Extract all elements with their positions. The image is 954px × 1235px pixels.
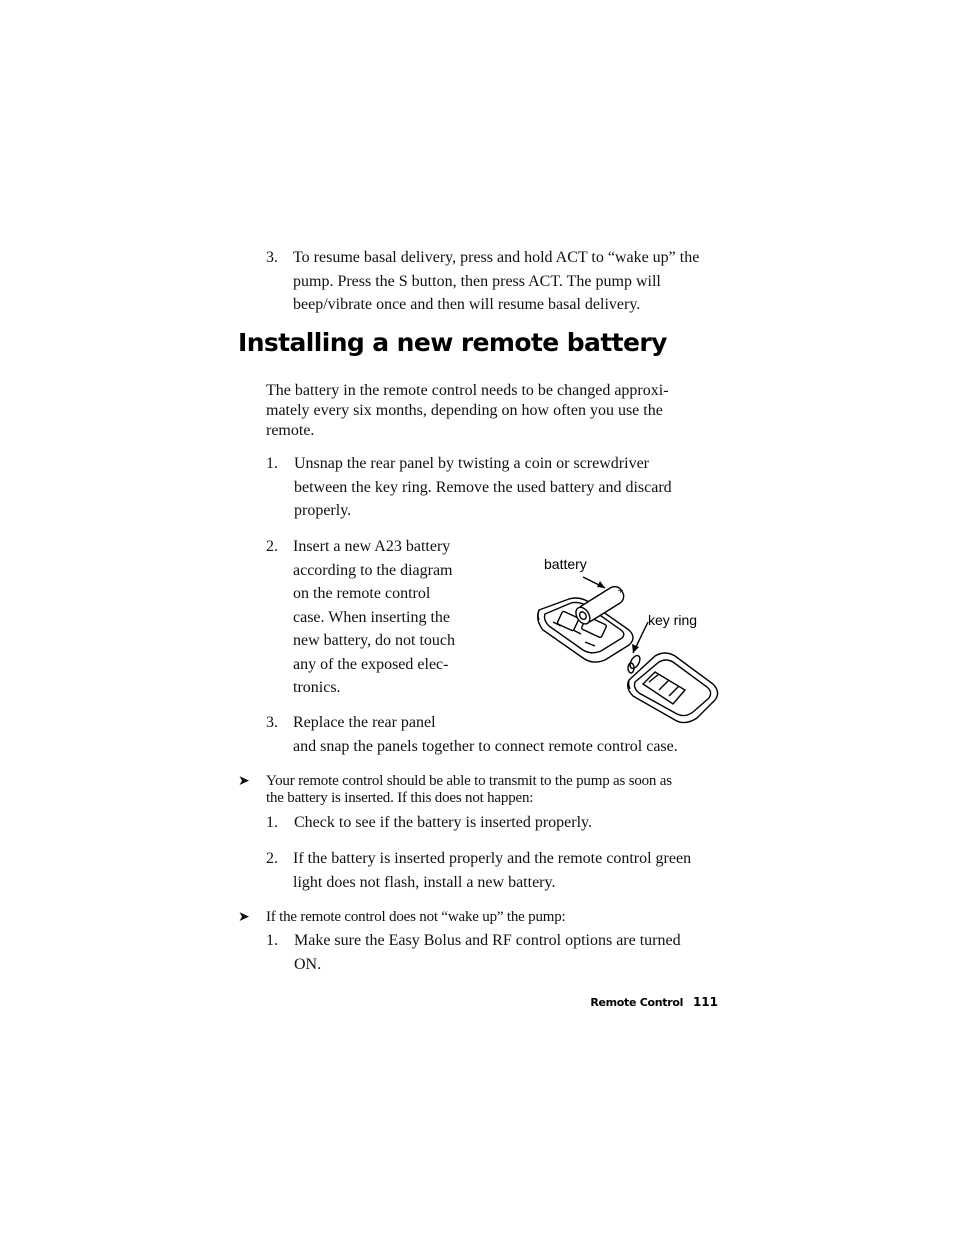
note-arrow-icon: ➤	[238, 909, 250, 925]
step-3	[266, 711, 746, 758]
note-line: Your remote control should be able to transmit to the pump as soon as	[266, 773, 672, 789]
note-line: the battery is inserted. If this does not happen:	[266, 790, 534, 806]
step-line: To resume basal delivery, press and hold ACT to “wake up” the	[293, 249, 700, 266]
section-intro	[266, 381, 746, 441]
step-number: 1.	[266, 932, 278, 949]
step-line: Replace the rear panel	[293, 714, 436, 731]
remote-battery-illustration	[525, 550, 725, 725]
step-line: light does not flash, install a new battery.	[293, 873, 556, 891]
svg-text:+: +	[617, 586, 624, 595]
note-1-step-1	[266, 811, 746, 835]
note-2-step-1	[266, 929, 746, 976]
note-2-text	[266, 909, 746, 926]
step-resume	[266, 246, 746, 317]
step-line: Check to see if the battery is inserted properly.	[294, 814, 592, 831]
step-2	[266, 535, 486, 700]
step-line: If the battery is inserted properly and the remote control green	[293, 850, 692, 867]
battery-label: battery	[544, 556, 587, 572]
step-line: case. When inserting the	[293, 608, 450, 626]
intro-line: mately every six months, depending on how often you use the	[266, 402, 663, 419]
step-1	[266, 452, 746, 523]
step-line: any of the exposed elec-	[293, 655, 449, 673]
note-line: If the remote control does not “wake up” the pump:	[266, 909, 566, 925]
keyring-label: key ring	[648, 612, 698, 628]
step-number: 1.	[266, 455, 278, 472]
step-line: beep/vibrate once and then will resume basal delivery.	[293, 296, 641, 313]
step-number: 2.	[266, 850, 278, 867]
note-1-step-2	[266, 847, 746, 894]
footer-section: Remote Control	[590, 996, 684, 1009]
step-line: tronics.	[293, 679, 341, 696]
step-line: Make sure the Easy Bolus and RF control options are turned	[294, 932, 681, 949]
battery-figure	[525, 550, 725, 725]
step-number: 1.	[266, 814, 278, 831]
step-line: and snap the panels together to connect remote control case.	[293, 737, 678, 755]
step-line: new battery, do not touch	[293, 632, 456, 649]
intro-line: The battery in the remote control needs to be changed approxi-	[266, 382, 669, 399]
step-number: 3.	[266, 249, 278, 266]
step-number: 2.	[266, 538, 278, 555]
step-line: Unsnap the rear panel by twisting a coin or screwdriver	[294, 455, 649, 472]
intro-line: remote.	[266, 422, 315, 439]
step-line: ON.	[294, 955, 322, 973]
page-footer	[590, 995, 718, 1009]
step-line: between the key ring. Remove the used battery and discard	[294, 478, 672, 496]
page-number: 111	[692, 995, 718, 1009]
step-number: 3.	[266, 714, 278, 731]
section-heading: Installing a new remote battery	[238, 328, 667, 357]
note-arrow-icon: ➤	[238, 773, 250, 789]
step-line: properly.	[294, 502, 352, 519]
step-line: according to the diagram	[293, 561, 453, 579]
note-1-text	[266, 773, 746, 807]
step-line: Insert a new A23 battery	[293, 538, 451, 555]
step-line: pump. Press the S button, then press ACT. The pump will	[293, 272, 661, 290]
step-line: on the remote control	[293, 585, 431, 602]
